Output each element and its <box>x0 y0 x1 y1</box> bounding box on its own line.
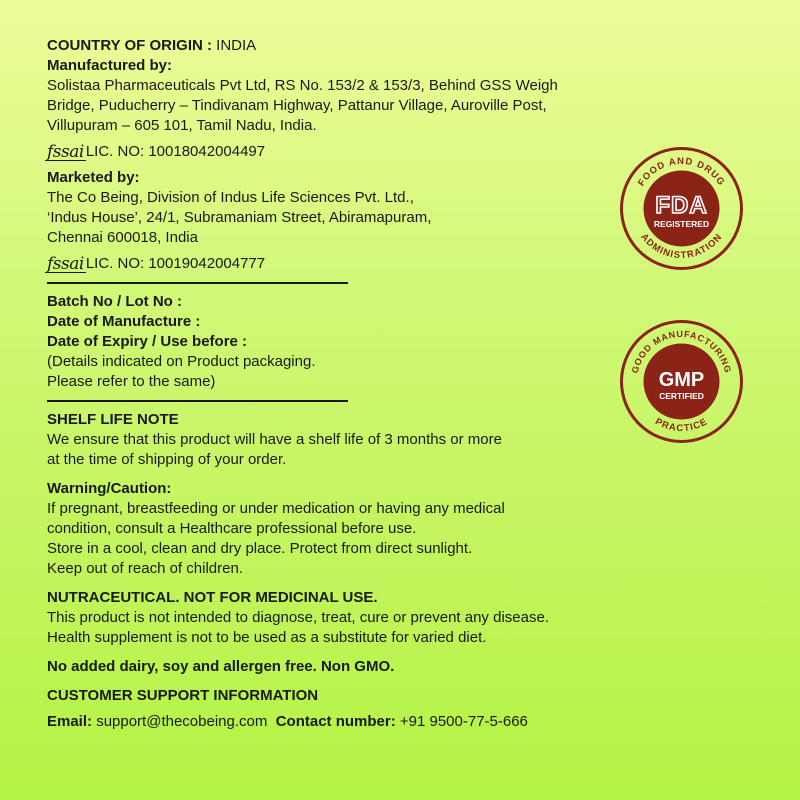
fda-badge-mark: FDA <box>655 192 708 219</box>
nutraceutical-heading: NUTRACEUTICAL. NOT FOR MEDICINAL USE. <box>47 589 378 606</box>
gmp-badge-bottom-text: PRACTICE <box>653 416 710 435</box>
fda-registered-badge-icon <box>619 146 744 271</box>
gmp-badge-sub: CERTIFIED <box>659 391 704 401</box>
allergen-statement: No added dairy, soy and allergen free. Non GMO. <box>47 658 395 675</box>
shelf-life-line: We ensure that this product will have a shelf life of 3 months or more <box>47 431 502 448</box>
fda-badge-top-text: FOOD AND DRUG <box>635 155 728 189</box>
fssai-logo-icon: fssai <box>47 142 84 162</box>
label-content <box>47 36 647 732</box>
marketer-license-number: LIC. NO: 10019042004777 <box>85 255 266 272</box>
contact-number[interactable]: +91 9500-77-5-666 <box>399 713 528 730</box>
divider <box>47 400 348 402</box>
batch-label: Batch No / Lot No : <box>47 293 182 310</box>
expiry-date-label: Date of Expiry / Use before : <box>47 333 248 350</box>
warning-line: condition, consult a Healthcare professional before use. <box>47 520 417 537</box>
shelf-life-heading: SHELF LIFE NOTE <box>47 411 179 428</box>
manufacturer-license <box>47 142 647 162</box>
nutraceutical-line: Health supplement is not to be used as a substitute for varied diet. <box>47 629 487 646</box>
fda-badge-sub: REGISTERED <box>653 219 710 229</box>
manufacturer-address-line: Solistaa Pharmaceuticals Pvt Ltd, RS No. 153/2 & 153/3, Behind GSS Weigh <box>47 77 558 94</box>
gmp-certified-badge-icon <box>619 319 744 444</box>
manufacturer-address-line: Villupuram – 605 101, Tamil Nadu, India. <box>47 117 317 134</box>
divider <box>47 282 348 284</box>
manufacturer-address-line: Bridge, Puducherry – Tindivanam Highway, Pattanur Village, Auroville Post, <box>47 97 547 114</box>
support-heading: CUSTOMER SUPPORT INFORMATION <box>47 687 319 704</box>
nutraceutical-line: This product is not intended to diagnose, treat, cure or prevent any disease. <box>47 609 549 626</box>
origin-label: COUNTRY OF ORIGIN : <box>47 37 212 54</box>
country-of-origin <box>47 36 647 56</box>
gmp-badge-top-text: GOOD MANUFACTURING <box>629 328 734 375</box>
manufactured-heading: Manufactured by: <box>47 57 173 74</box>
batch-note-line: Please refer to the same) <box>47 373 216 390</box>
marketer-license <box>47 254 647 274</box>
email-label: Email: <box>47 713 93 730</box>
marketer-address-line: Chennai 600018, India <box>47 229 198 246</box>
warning-heading: Warning/Caution: <box>47 480 172 497</box>
origin-value: INDIA <box>216 37 257 54</box>
support-contact-line <box>47 712 647 732</box>
marketer-address-line: The Co Being, Division of Indus Life Sciences Pvt. Ltd., <box>47 189 414 206</box>
manufacturer-license-number: LIC. NO: 10018042004497 <box>85 143 266 160</box>
batch-note-line: (Details indicated on Product packaging. <box>47 353 316 370</box>
gmp-badge-mark: GMP <box>658 369 705 391</box>
warning-line: Store in a cool, clean and dry place. Protect from direct sunlight. <box>47 540 473 557</box>
marketed-heading: Marketed by: <box>47 169 140 186</box>
fssai-logo-icon: fssai <box>47 254 84 274</box>
warning-line: If pregnant, breastfeeding or under medication or having any medical <box>47 500 505 517</box>
support-email-link[interactable]: support@thecobeing.com <box>96 713 268 730</box>
fda-badge-bottom-text: ADMINISTRATION <box>638 231 725 262</box>
manufacture-date-label: Date of Manufacture : <box>47 313 201 330</box>
marketer-address-line: ‘Indus House’, 24/1, Subramaniam Street, Abiramapuram, <box>47 209 432 226</box>
warning-line: Keep out of reach of children. <box>47 560 243 577</box>
contact-label: Contact number: <box>275 713 396 730</box>
shelf-life-line: at the time of shipping of your order. <box>47 451 287 468</box>
